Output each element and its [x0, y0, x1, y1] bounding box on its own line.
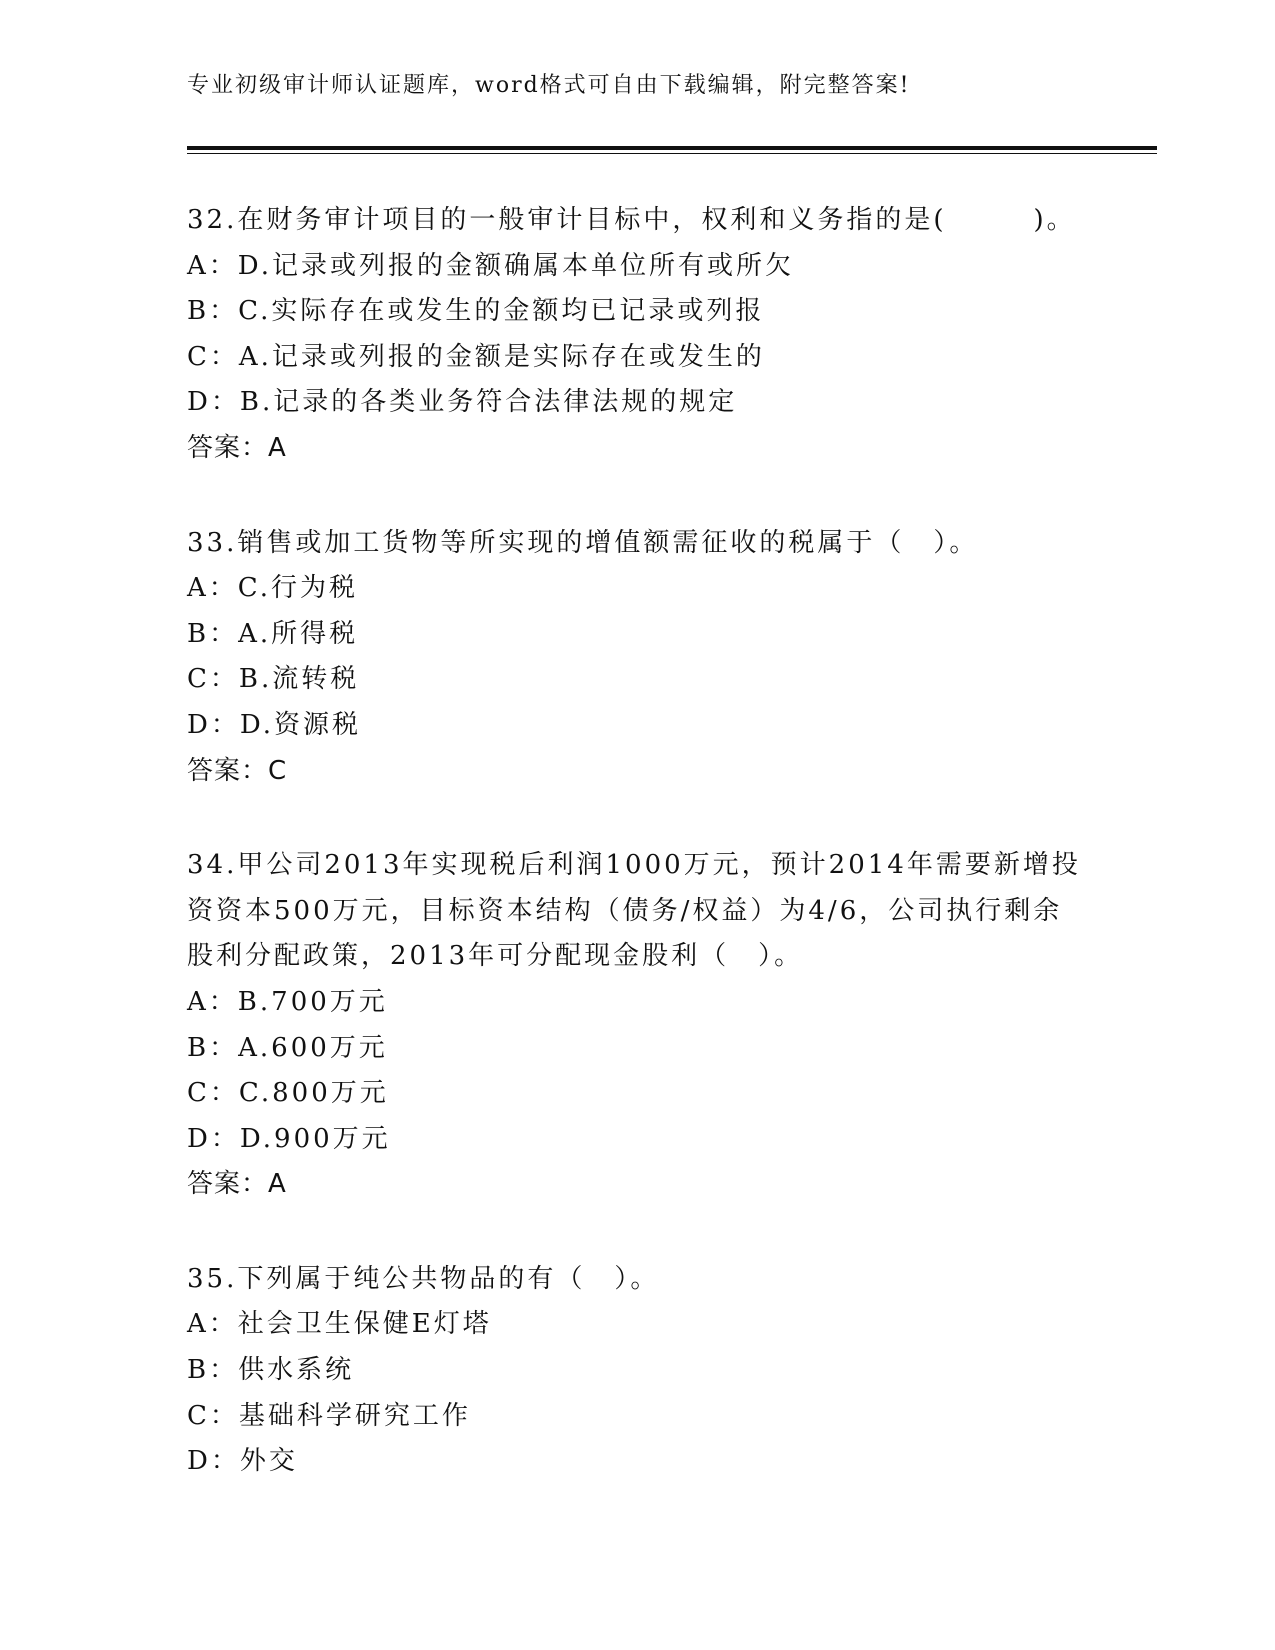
question-stem-line-1: 34.甲公司2013年实现税后利润1000万元，预计2014年需要新增投 — [187, 850, 1081, 881]
option-a: A：社会卫生保健E灯塔 — [187, 1309, 492, 1340]
option-a: A：B.700万元 — [187, 986, 388, 1017]
option-d: D：D.资源税 — [187, 709, 362, 740]
question-34 — [187, 843, 1087, 1208]
question-stem: 35.下列属于纯公共物品的有（ ）。 — [187, 1263, 660, 1294]
option-d: D：B.记录的各类业务符合法律法规的规定 — [187, 387, 738, 418]
option-c: C：C.800万元 — [187, 1078, 389, 1109]
option-a: A：C.行为税 — [187, 573, 359, 604]
question-stem: 32.在财务审计项目的一般审计目标中，权利和义务指的是( )。 — [187, 205, 1076, 235]
question-33 — [187, 521, 1087, 795]
header-divider-thick — [187, 146, 1157, 150]
option-c: C：A.记录或列报的金额是实际存在或发生的 — [187, 341, 765, 372]
question-35 — [187, 1257, 1087, 1485]
question-32 — [187, 198, 1087, 472]
option-b: B：供水系统 — [187, 1355, 355, 1386]
option-b: B：A.600万元 — [187, 1032, 388, 1063]
question-stem-line-3: 股利分配政策，2013年可分配现金股利（ ）。 — [187, 941, 804, 972]
option-d: D：D.900万元 — [187, 1123, 391, 1154]
question-stem: 33.销售或加工货物等所实现的增值额需征收的税属于（ ）。 — [187, 527, 979, 558]
page-header: 专业初级审计师认证题库，word格式可自由下载编辑，附完整答案! — [187, 73, 911, 98]
answer-line: 答案：A — [187, 432, 287, 463]
answer-line: 答案：A — [187, 1169, 287, 1200]
question-stem-line-2: 资资本500万元，目标资本结构（债务/权益）为4/6，公司执行剩余 — [187, 895, 1063, 926]
option-b: B：A.所得税 — [187, 618, 359, 649]
question-list — [187, 198, 1087, 1485]
option-d: D：外交 — [187, 1446, 298, 1477]
option-c: C：基础科学研究工作 — [187, 1400, 471, 1431]
answer-line: 答案：C — [187, 755, 288, 786]
option-c: C：B.流转税 — [187, 664, 360, 695]
option-a: A：D.记录或列报的金额确属本单位所有或所欠 — [187, 250, 794, 281]
option-b: B：C.实际存在或发生的金额均已记录或列报 — [187, 296, 765, 327]
header-divider-thin — [187, 153, 1157, 154]
